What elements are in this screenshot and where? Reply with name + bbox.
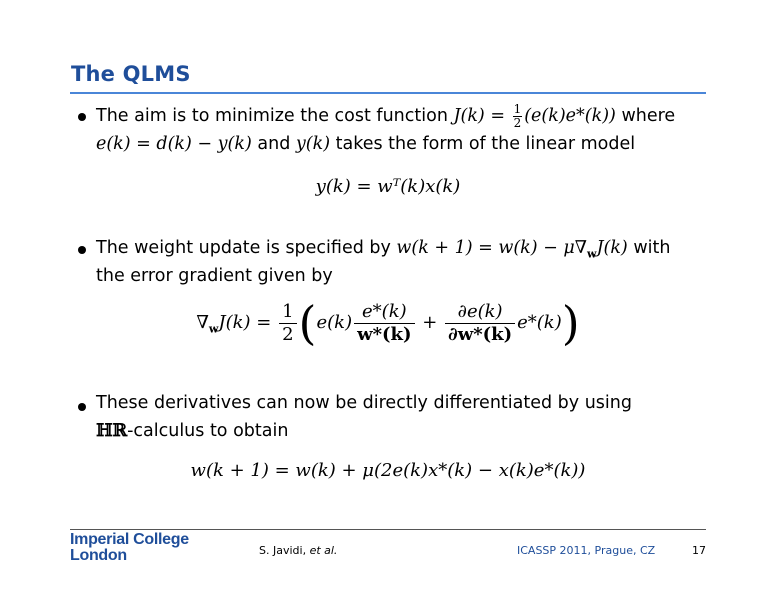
bullet-1-text-d: takes the form of the linear model: [335, 134, 636, 154]
bullet-2-text-b: with: [633, 238, 671, 258]
weight-update-expr: w(k + 1) = w(k) − μ∇: [396, 238, 587, 258]
linear-model-equation: y(k) = wᵀ(k)x(k): [315, 176, 461, 197]
bullet-1-text-a: The aim is to minimize the cost function: [96, 106, 448, 126]
gradient-equation: $\nabla_wJ(k)$ = $\frac{1}{2}$ (e(k) $\frac{e*(k)}{w*(k)}$ + $\frac{\partial e(k)}{\partial w*(k)}$ e*(k)): [196, 296, 580, 350]
bullet-2-dot: [78, 246, 86, 254]
bullet-3-dot: [78, 403, 86, 411]
output-symbol: y(k): [295, 134, 331, 154]
footer-venue: ICASSP 2011, Prague, CZ: [517, 544, 656, 557]
hr-symbol: ℍℝ: [96, 421, 128, 441]
cost-function-rhs: (e(k)e*(k)): [524, 106, 616, 126]
weight-update-expr-end: J(k): [596, 238, 628, 258]
gradient-fraction-2: $\frac{\partial e(k)}{\partial w*(k)}$: [445, 301, 515, 346]
slide-title: The QLMS: [71, 62, 191, 86]
bullet-3-text-b: -calculus to obtain: [127, 421, 289, 441]
update-result-equation: w(k + 1) = w(k) + μ(2e(k)x*(k) − x(k)e*(k)): [190, 460, 586, 481]
bullet-3-text-a: These derivatives can now be directly differentiated by using: [96, 393, 632, 413]
bullet-2-text: The weight update is specified by $w(k + 1) = w(k) - \mu\nabla_wJ(k)$ with the error gradient given by: [96, 238, 671, 286]
half-fraction: $\frac{1}{2}$: [513, 101, 522, 130]
error-definition: e(k) = d(k) − y(k): [96, 134, 252, 154]
bullet-1-text-b: where: [621, 106, 676, 126]
bullet-1-text: [96, 102, 711, 158]
gradient-half-fraction: $\frac{1}{2}$: [279, 301, 296, 346]
bullet-1-text-c: and: [257, 134, 291, 154]
bullet-3-text: [96, 389, 711, 445]
footer-page-number: 17: [692, 544, 706, 557]
bullet-2-text-a: The weight update is specified by: [96, 238, 391, 258]
footer-rule: [70, 529, 706, 530]
imperial-college-logo: Imperial College London: [70, 531, 189, 564]
cost-function-lhs: J(k) =: [453, 106, 505, 126]
title-underline: [70, 92, 706, 94]
footer-author: S. Javidi, et al.: [259, 544, 338, 557]
bullet-1-dot: [78, 113, 86, 121]
bullet-2-text-c: the error gradient given by: [96, 266, 333, 286]
gradient-fraction-1: $\frac{e*(k)}{w*(k)}$: [354, 301, 414, 346]
